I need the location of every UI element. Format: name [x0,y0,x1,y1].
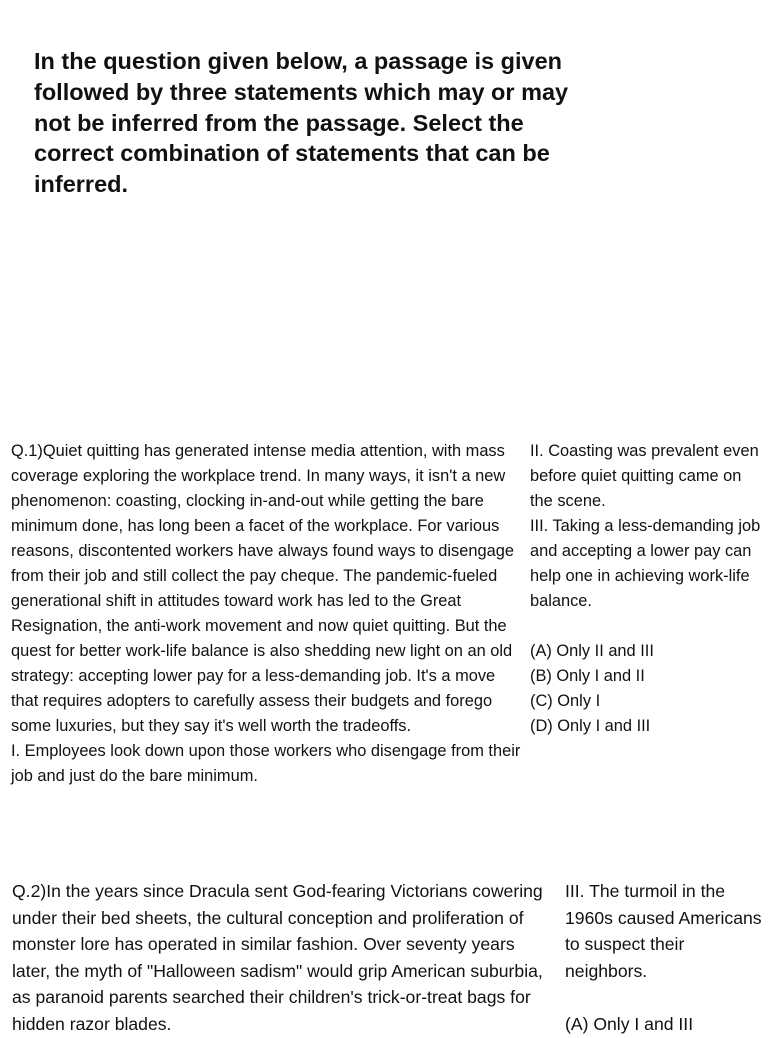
question-2-statement-3: III. The turmoil in the 1960s caused Americans to suspect their neighbors. [565,881,762,981]
question-1-statement-2: II. Coasting was prevalent even before quiet quitting came on the scene. [530,442,759,510]
question-1-passage-column [11,439,521,789]
question-2-option-a: (A) Only I and III [565,1013,694,1034]
question-1-option-d: (D) Only I and III [530,717,651,735]
question-1-statements-column [530,439,762,739]
question-2-passage-column [12,878,552,1038]
question-1-passage: Q.1)Quiet quitting has generated intense media attention, with mass coverage exploring the workplace trend. In many ways, it isn't a new phenomenon: coasting, clocking in-and-out while getting the bare minimum done, has long been a facet of the workplace. For various reasons, discontented workers have always found ways to disengage from their job and still collect the pay cheque. The pandemic-fueled generational shift in attitudes toward work has led to the Great Resignation, the anti-work movement and now quiet quitting. But the quest for better work-life balance is also shedding new light on an old strategy: accepting lower pay for a less-demanding job. It's a move that requires adopters to carefully assess their budgets and forego some luxuries, but they say it's well worth the tradeoffs. [11,442,514,735]
question-1-statement-3: III. Taking a less-demanding job and accepting a lower pay can help one in achieving work-life balance. [530,517,761,610]
question-2-passage: Q.2)In the years since Dracula sent God-fearing Victorians cowering under their bed sheets, the cultural conception and proliferation of monster lore has operated in similar fashion. Over seventy years later, the myth of "Halloween sadism" would grip American suburbia, as paranoid parents searched their children's trick-or-treat bags for hidden razor blades. [12,881,543,1034]
instructions-heading: In the question given below, a passage is given followed by three statements which may or may not be inferred from the passage. Select the correct combination of statements that can be inferred. [34,48,569,198]
question-1-statement-1: I. Employees look down upon those workers who disengage from their job and just do the bare minimum. [11,742,521,785]
question-1-option-c: (C) Only I [530,692,601,710]
question-2-statements-column [565,878,765,1038]
question-1-option-a: (A) Only II and III [530,642,654,660]
question-1-option-b: (B) Only I and II [530,667,645,685]
